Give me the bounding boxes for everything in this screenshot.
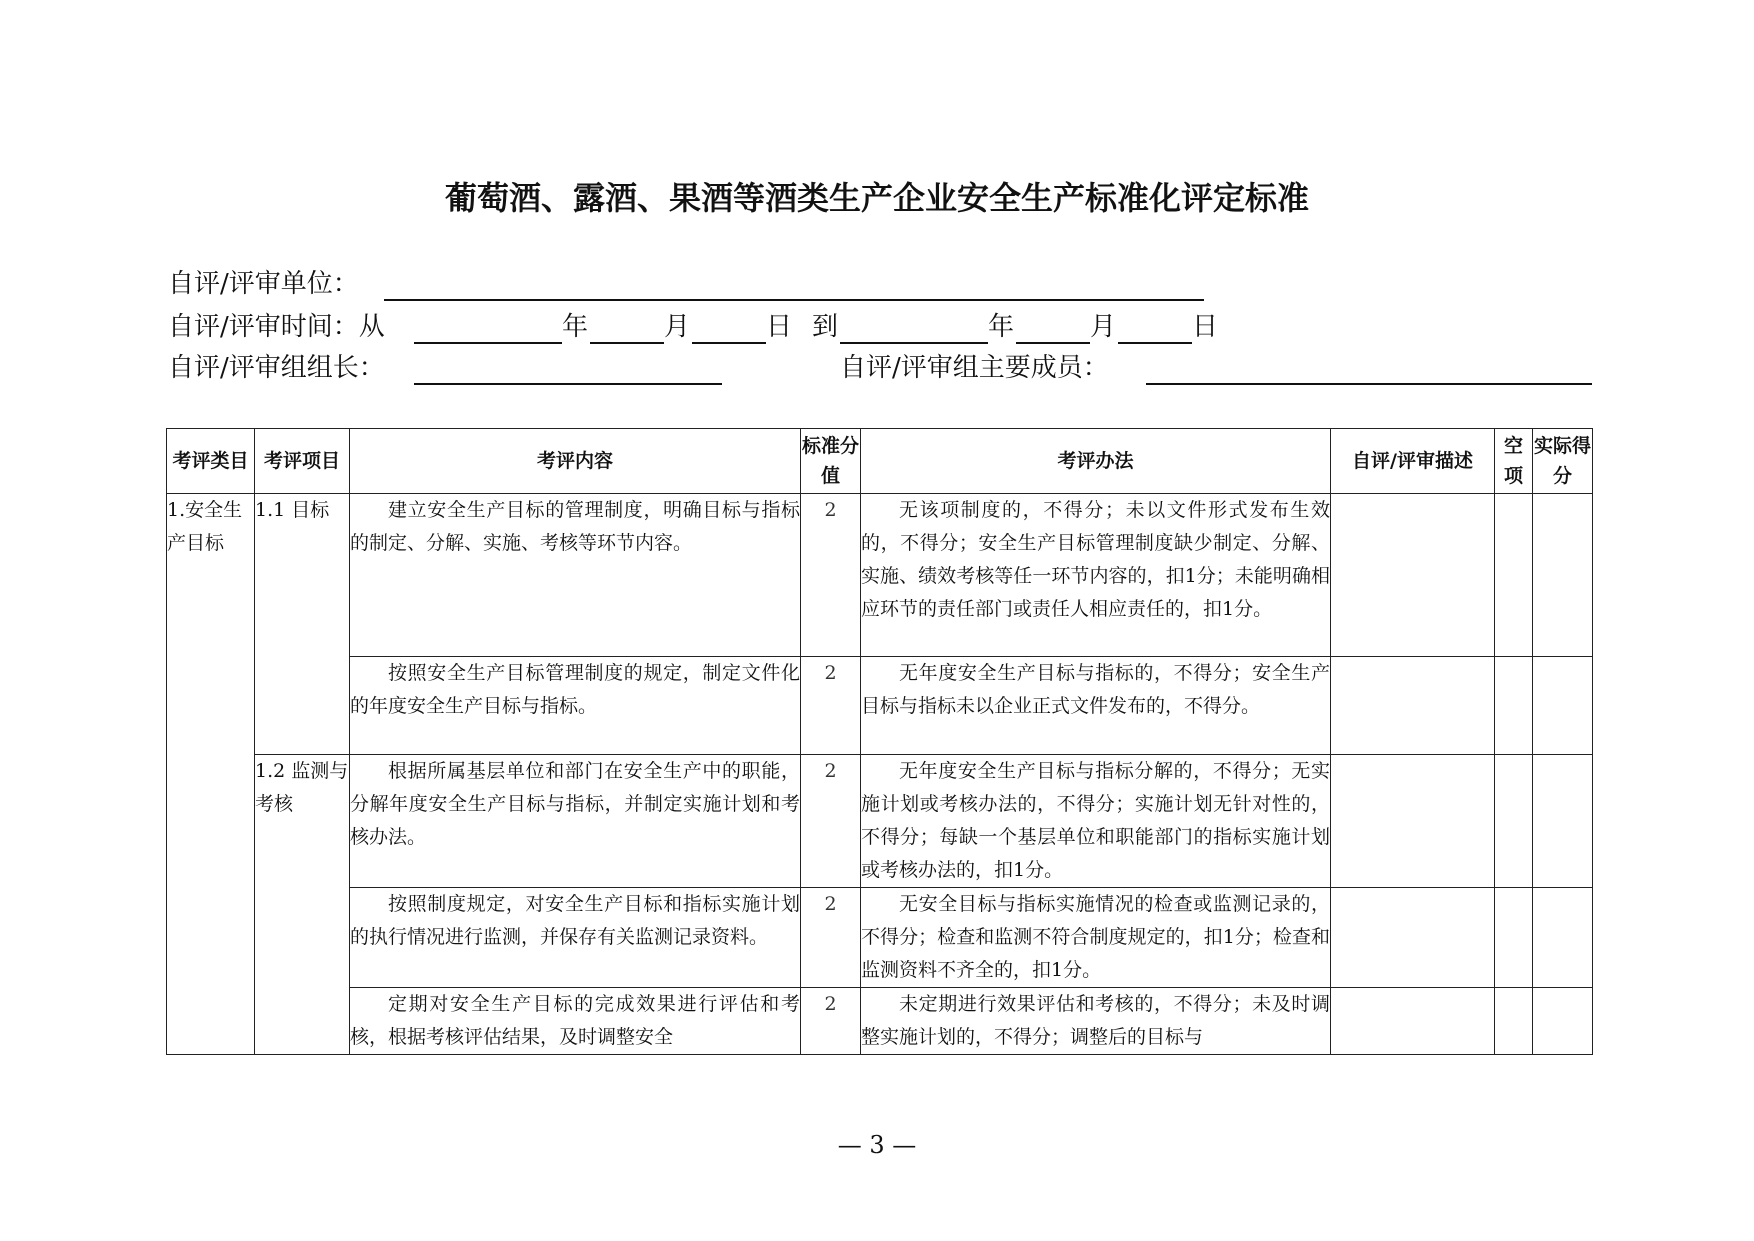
table-row (167, 657, 1593, 755)
table-row (167, 494, 1593, 657)
actual-score-cell[interactable] (1533, 657, 1593, 755)
score-cell: 2 (801, 494, 861, 657)
content-cell (350, 755, 801, 888)
end-day-blank[interactable] (1118, 342, 1192, 344)
method-cell (861, 888, 1331, 988)
method-cell (861, 755, 1331, 888)
table-row (167, 755, 1593, 888)
actual-score-cell[interactable] (1533, 888, 1593, 988)
header-description: 自评/评审描述 (1331, 429, 1495, 494)
end-month-label: 月 (1090, 312, 1117, 342)
method-text: 无年度安全生产目标与指标的，不得分；安全生产目标与指标未以企业正式文件发布的，不得分。 (861, 662, 1330, 717)
actual-score-cell[interactable] (1533, 988, 1593, 1055)
content-cell (350, 657, 801, 755)
score-cell: 2 (801, 988, 861, 1055)
start-year-blank[interactable] (414, 342, 562, 344)
start-month-blank[interactable] (590, 342, 664, 344)
members-label: 自评/评审组主要成员： (840, 353, 1109, 383)
header-method: 考评办法 (861, 429, 1331, 494)
score-cell: 2 (801, 657, 861, 755)
time-label: 自评/评审时间：从 (168, 312, 385, 342)
unit-label: 自评/评审单位： (168, 269, 359, 299)
end-year-blank[interactable] (840, 342, 988, 344)
category-cell: 1.安全生产目标 (167, 494, 255, 1055)
header-actual: 实际得分 (1533, 429, 1593, 494)
leader-blank[interactable] (414, 383, 722, 385)
method-cell (861, 988, 1331, 1055)
page-number: — 3 — (837, 1131, 917, 1159)
to-label: 到 (812, 312, 839, 342)
actual-score-cell[interactable] (1533, 755, 1593, 888)
table-row (167, 988, 1593, 1055)
document-title: 葡萄酒、露酒、果酒等酒类生产企业安全生产标准化评定标准 (444, 179, 1309, 217)
header-blank: 空项 (1495, 429, 1533, 494)
table-header-row (167, 429, 1593, 494)
content-cell (350, 988, 801, 1055)
unit-blank[interactable] (384, 299, 1204, 301)
content-cell (350, 494, 801, 657)
method-cell (861, 657, 1331, 755)
description-cell[interactable] (1331, 888, 1495, 988)
content-text: 按照制度规定，对安全生产目标和指标实施计划的执行情况进行监测，并保存有关监测记录资料。 (350, 893, 800, 948)
content-text: 建立安全生产目标的管理制度，明确目标与指标的制定、分解、实施、考核等环节内容。 (350, 499, 800, 554)
start-year-label: 年 (562, 312, 589, 342)
content-cell (350, 888, 801, 988)
start-month-label: 月 (664, 312, 691, 342)
leader-label: 自评/评审组组长： (168, 353, 385, 383)
score-cell: 2 (801, 888, 861, 988)
content-text: 按照安全生产目标管理制度的规定，制定文件化的年度安全生产目标与指标。 (350, 662, 800, 717)
end-month-blank[interactable] (1016, 342, 1090, 344)
header-category: 考评类目 (167, 429, 255, 494)
content-text: 定期对安全生产目标的完成效果进行评估和考核，根据考核评估结果，及时调整安全 (350, 993, 800, 1048)
header-content: 考评内容 (350, 429, 801, 494)
end-day-label: 日 (1192, 312, 1219, 342)
method-text: 未定期进行效果评估和考核的，不得分；未及时调整实施计划的，不得分；调整后的目标与 (861, 993, 1330, 1048)
blank-cell[interactable] (1495, 988, 1533, 1055)
method-text: 无年度安全生产目标与指标分解的，不得分；无实施计划或考核办法的，不得分；实施计划无针对性的，不得分；每缺一个基层单位和职能部门的指标实施计划或考核办法的，扣1分。 (861, 760, 1330, 881)
description-cell[interactable] (1331, 755, 1495, 888)
end-year-label: 年 (988, 312, 1015, 342)
actual-score-cell[interactable] (1533, 494, 1593, 657)
method-text: 无安全目标与指标实施情况的检查或监测记录的，不得分；检查和监测不符合制度规定的，扣1分；检查和监测资料不齐全的，扣1分。 (861, 893, 1330, 981)
item-cell: 1.1 目标 (255, 494, 350, 755)
blank-cell[interactable] (1495, 494, 1533, 657)
blank-cell[interactable] (1495, 888, 1533, 988)
header-item: 考评项目 (255, 429, 350, 494)
description-cell[interactable] (1331, 494, 1495, 657)
item-cell: 1.2 监测与考核 (255, 755, 350, 1055)
method-cell (861, 494, 1331, 657)
header-score: 标准分值 (801, 429, 861, 494)
blank-cell[interactable] (1495, 657, 1533, 755)
description-cell[interactable] (1331, 988, 1495, 1055)
method-text: 无该项制度的，不得分；未以文件形式发布生效的，不得分；安全生产目标管理制度缺少制定、分解、实施、绩效考核等任一环节内容的，扣1分；未能明确相应环节的责任部门或责任人相应责任的，扣1分。 (861, 499, 1330, 620)
score-cell: 2 (801, 755, 861, 888)
members-blank[interactable] (1146, 383, 1592, 385)
start-day-blank[interactable] (692, 342, 766, 344)
blank-cell[interactable] (1495, 755, 1533, 888)
start-day-label: 日 (766, 312, 793, 342)
description-cell[interactable] (1331, 657, 1495, 755)
content-text: 根据所属基层单位和部门在安全生产中的职能，分解年度安全生产目标与指标，并制定实施计划和考核办法。 (350, 760, 800, 848)
evaluation-table (166, 428, 1593, 1055)
table-row (167, 888, 1593, 988)
